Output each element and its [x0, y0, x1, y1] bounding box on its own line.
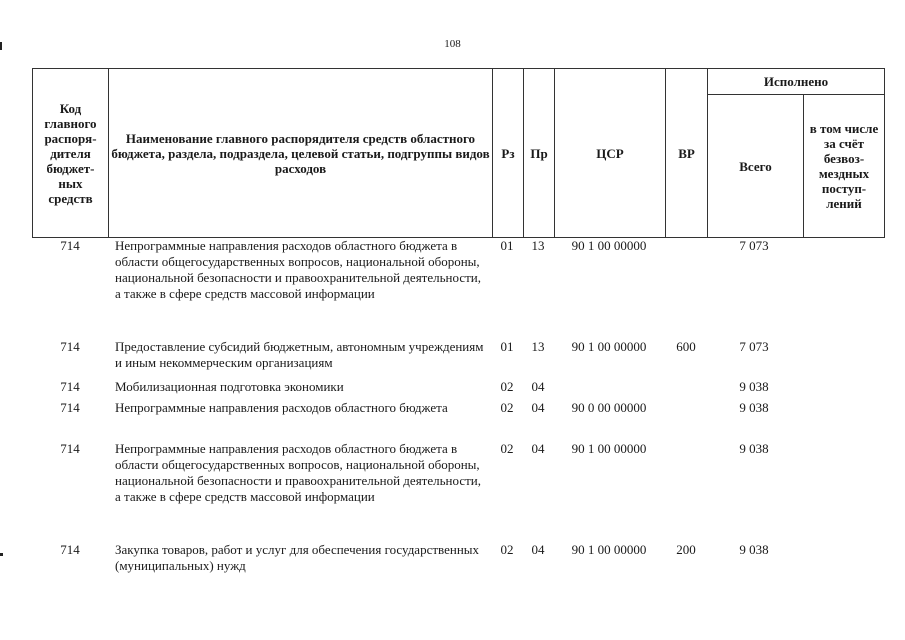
cell-csr: 90 1 00 00000: [571, 339, 647, 354]
header-vr: ВР: [666, 69, 708, 238]
cell-rz: 02: [500, 542, 514, 557]
scan-artifact: [0, 553, 3, 556]
header-total: Всего: [708, 95, 804, 238]
cell-pr: 04: [531, 542, 545, 557]
cell-code: 714: [60, 379, 80, 394]
cell-total: 9 038: [739, 400, 769, 415]
cell-code: 714: [60, 441, 80, 456]
header-csr: ЦСР: [555, 69, 666, 238]
table-header: [32, 68, 885, 238]
cell-csr: 90 1 00 00000: [571, 238, 647, 253]
cell-name: Непрограммные направления расходов областного бюджета в области общегосударственных вопросов, национальной обороны, национальной безопасности и правоохранительной деятельности, а также в сфере средств массовой информации: [115, 238, 481, 301]
cell-total: 9 038: [739, 542, 769, 557]
cell-rz: 02: [500, 400, 514, 415]
cell-rz: 02: [500, 379, 514, 394]
header-pr: Пр: [524, 69, 555, 238]
cell-name: Предоставление субсидий бюджетным, автономным учреждениям и иным некоммерческим организациям: [115, 339, 484, 370]
cell-code: 714: [60, 542, 80, 557]
scan-artifact: [0, 42, 2, 50]
header-code: Код главного распоря-дителя бюджет-ных средств: [33, 69, 109, 238]
cell-total: 9 038: [739, 441, 769, 456]
cell-csr: 90 1 00 00000: [571, 441, 647, 456]
cell-code: 714: [60, 400, 80, 415]
cell-name: Закупка товаров, работ и услуг для обеспечения государственных (муниципальных) нужд: [115, 542, 480, 573]
cell-vr: 600: [676, 339, 696, 354]
cell-pr: 04: [531, 379, 545, 394]
page-number: 108: [444, 38, 461, 50]
cell-csr: 90 1 00 00000: [571, 542, 647, 557]
cell-total: 7 073: [739, 339, 769, 354]
header-free: в том числе за счёт безвоз-мездных поступ-лений: [804, 95, 885, 238]
cell-pr: 04: [531, 400, 545, 415]
header-rz: Рз: [493, 69, 524, 238]
cell-csr: 90 0 00 00000: [571, 400, 647, 415]
cell-pr: 13: [531, 238, 545, 253]
cell-rz: 02: [500, 441, 514, 456]
cell-rz: 01: [500, 339, 514, 354]
header-name: Наименование главного распорядителя средств областного бюджета, раздела, подраздела, целевой статьи, подгруппы видов расходов: [109, 69, 493, 238]
cell-total: 9 038: [739, 379, 769, 394]
cell-name: Непрограммные направления расходов областного бюджета: [115, 400, 448, 415]
header-executed: Исполнено: [708, 69, 885, 95]
cell-vr: 200: [676, 542, 696, 557]
cell-code: 714: [60, 238, 80, 253]
cell-name: Мобилизационная подготовка экономики: [115, 379, 344, 394]
cell-code: 714: [60, 339, 80, 354]
cell-total: 7 073: [739, 238, 769, 253]
cell-pr: 13: [531, 339, 545, 354]
cell-rz: 01: [500, 238, 514, 253]
cell-pr: 04: [531, 441, 545, 456]
cell-name: Непрограммные направления расходов областного бюджета в области общегосударственных вопросов, национальной обороны, национальной безопасности и правоохранительной деятельности, а также в сфере средств массовой информации: [115, 441, 481, 504]
